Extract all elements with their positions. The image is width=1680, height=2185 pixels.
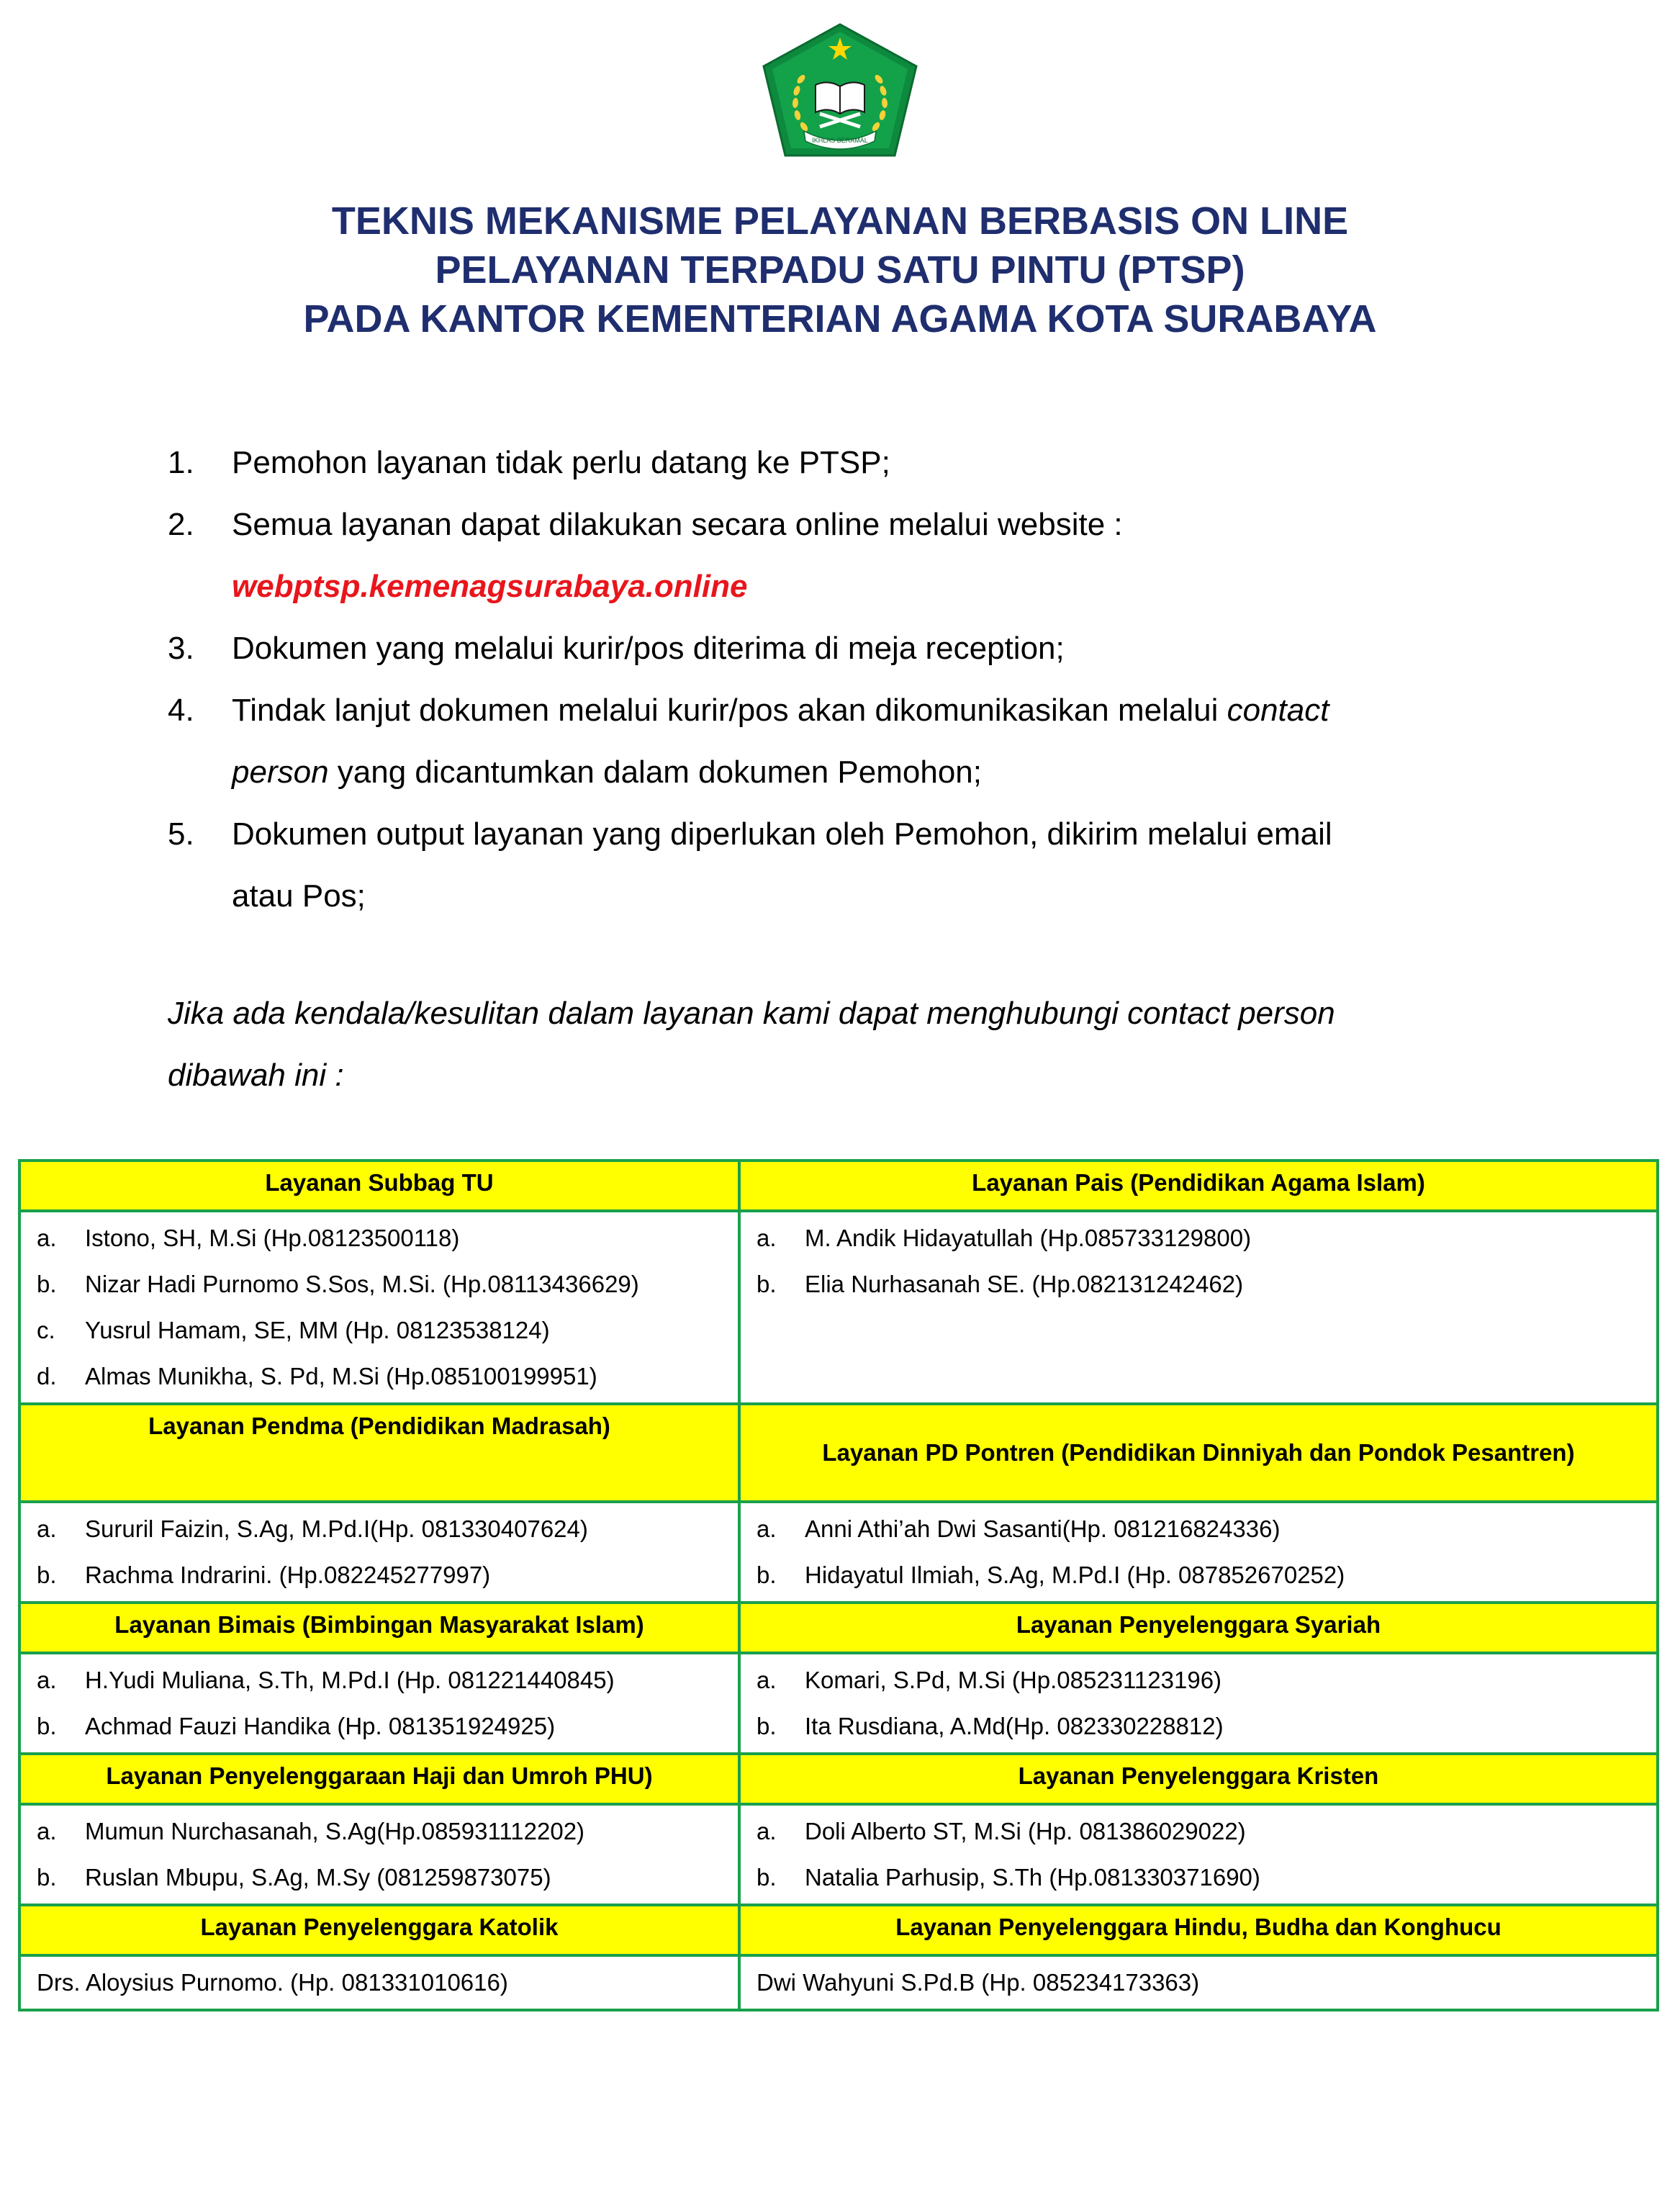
- table-row: [19, 1603, 1658, 1653]
- contact-item: b. Rachma Indrarini. (Hp.082245277997): [37, 1562, 491, 1588]
- step-text: Dokumen output layanan yang diperlukan oleh Pemohon, dikirim melalui email: [232, 816, 1332, 852]
- contact-cell: [739, 1804, 1658, 1905]
- contact-item: b. Ita Rusdiana, A.Md(Hp. 082330228812): [757, 1713, 1224, 1739]
- contact-note: [168, 983, 1535, 1107]
- section-header: Layanan Penyelenggara Kristen: [739, 1754, 1658, 1804]
- contact-item: a. Komari, S.Pd, M.Si (Hp.085231123196): [757, 1667, 1222, 1693]
- step-item: [168, 618, 1535, 680]
- contact-cell: [739, 1653, 1658, 1754]
- step-number: 3.: [168, 631, 194, 666]
- contact-cell: [19, 1502, 739, 1603]
- step-italic: contact: [1227, 693, 1329, 728]
- contact-cell: [19, 1804, 739, 1905]
- step-item: [168, 494, 1535, 618]
- section-header: Layanan Penyelenggaraan Haji dan Umroh PHU): [19, 1754, 739, 1804]
- note-line-2: dibawah ini :: [168, 1058, 344, 1093]
- contact-cell: [19, 1211, 739, 1404]
- section-header: Layanan PD Pontren (Pendidikan Dinniyah dan Pondok Pesantren): [739, 1404, 1658, 1502]
- section-header: Layanan Pais (Pendidikan Agama Islam): [739, 1161, 1658, 1211]
- table-row: [19, 1804, 1658, 1905]
- contact-item: a. Mumun Nurchasanah, S.Ag(Hp.085931112202): [37, 1818, 585, 1844]
- table-row: [19, 1653, 1658, 1754]
- table-row: [19, 1955, 1658, 2010]
- section-header: Layanan Penyelenggara Syariah: [739, 1603, 1658, 1653]
- table-row: [19, 1404, 1658, 1502]
- step-item: [168, 432, 1535, 494]
- kemenag-logo-icon: [759, 22, 921, 158]
- contact-cell: [739, 1955, 1658, 2010]
- title-line-2: PELAYANAN TERPADU SATU PINTU (PTSP): [435, 248, 1245, 292]
- contact-item: a. Sururil Faizin, S.Ag, M.Pd.I(Hp. 081330407624): [37, 1515, 588, 1542]
- contact-item: a. H.Yudi Muliana, S.Th, M.Pd.I (Hp. 081221440845): [37, 1667, 615, 1693]
- section-header: Layanan Subbag TU: [19, 1161, 739, 1211]
- contact-item: a. Anni Athi’ah Dwi Sasanti(Hp. 081216824336): [757, 1515, 1281, 1542]
- step-italic: person: [232, 754, 329, 790]
- contact-item: a. Doli Alberto ST, M.Si (Hp. 081386029022): [757, 1818, 1246, 1844]
- contacts-table: [18, 1159, 1659, 2011]
- section-header: Layanan Bimais (Bimbingan Masyarakat Islam): [19, 1603, 739, 1653]
- step-text: yang dicantumkan dalam dokumen Pemohon;: [328, 754, 982, 790]
- step-text: Dokumen yang melalui kurir/pos diterima di meja reception;: [232, 631, 1065, 666]
- note-line-1: Jika ada kendala/kesulitan dalam layanan kami dapat menghubungi contact person: [168, 996, 1335, 1031]
- svg-text:IKHLAS BERAMAL: IKHLAS BERAMAL: [812, 137, 868, 144]
- page-title: [0, 197, 1680, 343]
- contact-cell: [739, 1502, 1658, 1603]
- contact-cell: [739, 1211, 1658, 1404]
- table-row: [19, 1161, 1658, 1211]
- title-line-3: PADA KANTOR KEMENTERIAN AGAMA KOTA SURABAYA: [303, 297, 1377, 341]
- website-link[interactable]: webptsp.kemenagsurabaya.online: [232, 569, 748, 604]
- step-text: Pemohon layanan tidak perlu datang ke PTSP;: [232, 445, 890, 480]
- step-number: 2.: [168, 507, 194, 542]
- section-header: Layanan Pendma (Pendidikan Madrasah): [19, 1404, 739, 1502]
- title-line-1: TEKNIS MEKANISME PELAYANAN BERBASIS ON LINE: [331, 199, 1349, 243]
- table-row: [19, 1502, 1658, 1603]
- step-number: 1.: [168, 445, 194, 480]
- step-item: [168, 803, 1535, 927]
- step-number: 4.: [168, 693, 194, 728]
- contact-item: b. Elia Nurhasanah SE. (Hp.082131242462): [757, 1271, 1244, 1297]
- step-number: 5.: [168, 816, 194, 852]
- step-item: [168, 680, 1535, 803]
- contact-item: b. Natalia Parhusip, S.Th (Hp.081330371690): [757, 1864, 1260, 1891]
- contact-item: d. Almas Munikha, S. Pd, M.Si (Hp.085100199951): [37, 1363, 597, 1389]
- steps-list: [168, 432, 1535, 927]
- contact-item: b. Achmad Fauzi Handika (Hp. 081351924925): [37, 1713, 556, 1739]
- contact-item: a. Istono, SH, M.Si (Hp.08123500118): [37, 1225, 460, 1251]
- table-row: [19, 1754, 1658, 1804]
- contact-item: b. Ruslan Mbupu, S.Ag, M.Sy (081259873075): [37, 1864, 551, 1891]
- contact-cell: [19, 1955, 739, 2010]
- contact-item: Dwi Wahyuni S.Pd.B (Hp. 085234173363): [757, 1969, 1200, 1996]
- contact-item: c. Yusrul Hamam, SE, MM (Hp. 08123538124): [37, 1317, 550, 1343]
- contact-item: a. M. Andik Hidayatullah (Hp.085733129800): [757, 1225, 1252, 1251]
- contact-item: b. Nizar Hadi Purnomo S.Sos, M.Si. (Hp.08113436629): [37, 1271, 639, 1297]
- step-text: Semua layanan dapat dilakukan secara online melalui website :: [232, 507, 1123, 542]
- section-header: Layanan Penyelenggara Hindu, Budha dan Konghucu: [739, 1905, 1658, 1955]
- contact-cell: [19, 1653, 739, 1754]
- table-row: [19, 1905, 1658, 1955]
- table-row: [19, 1211, 1658, 1404]
- step-text: Tindak lanjut dokumen melalui kurir/pos akan dikomunikasikan melalui: [232, 693, 1227, 728]
- step-text: atau Pos;: [232, 878, 366, 914]
- contact-item: b. Hidayatul Ilmiah, S.Ag, M.Pd.I (Hp. 087852670252): [757, 1562, 1345, 1588]
- section-header: Layanan Penyelenggara Katolik: [19, 1905, 739, 1955]
- contact-item: Drs. Aloysius Purnomo. (Hp. 081331010616): [37, 1969, 508, 1996]
